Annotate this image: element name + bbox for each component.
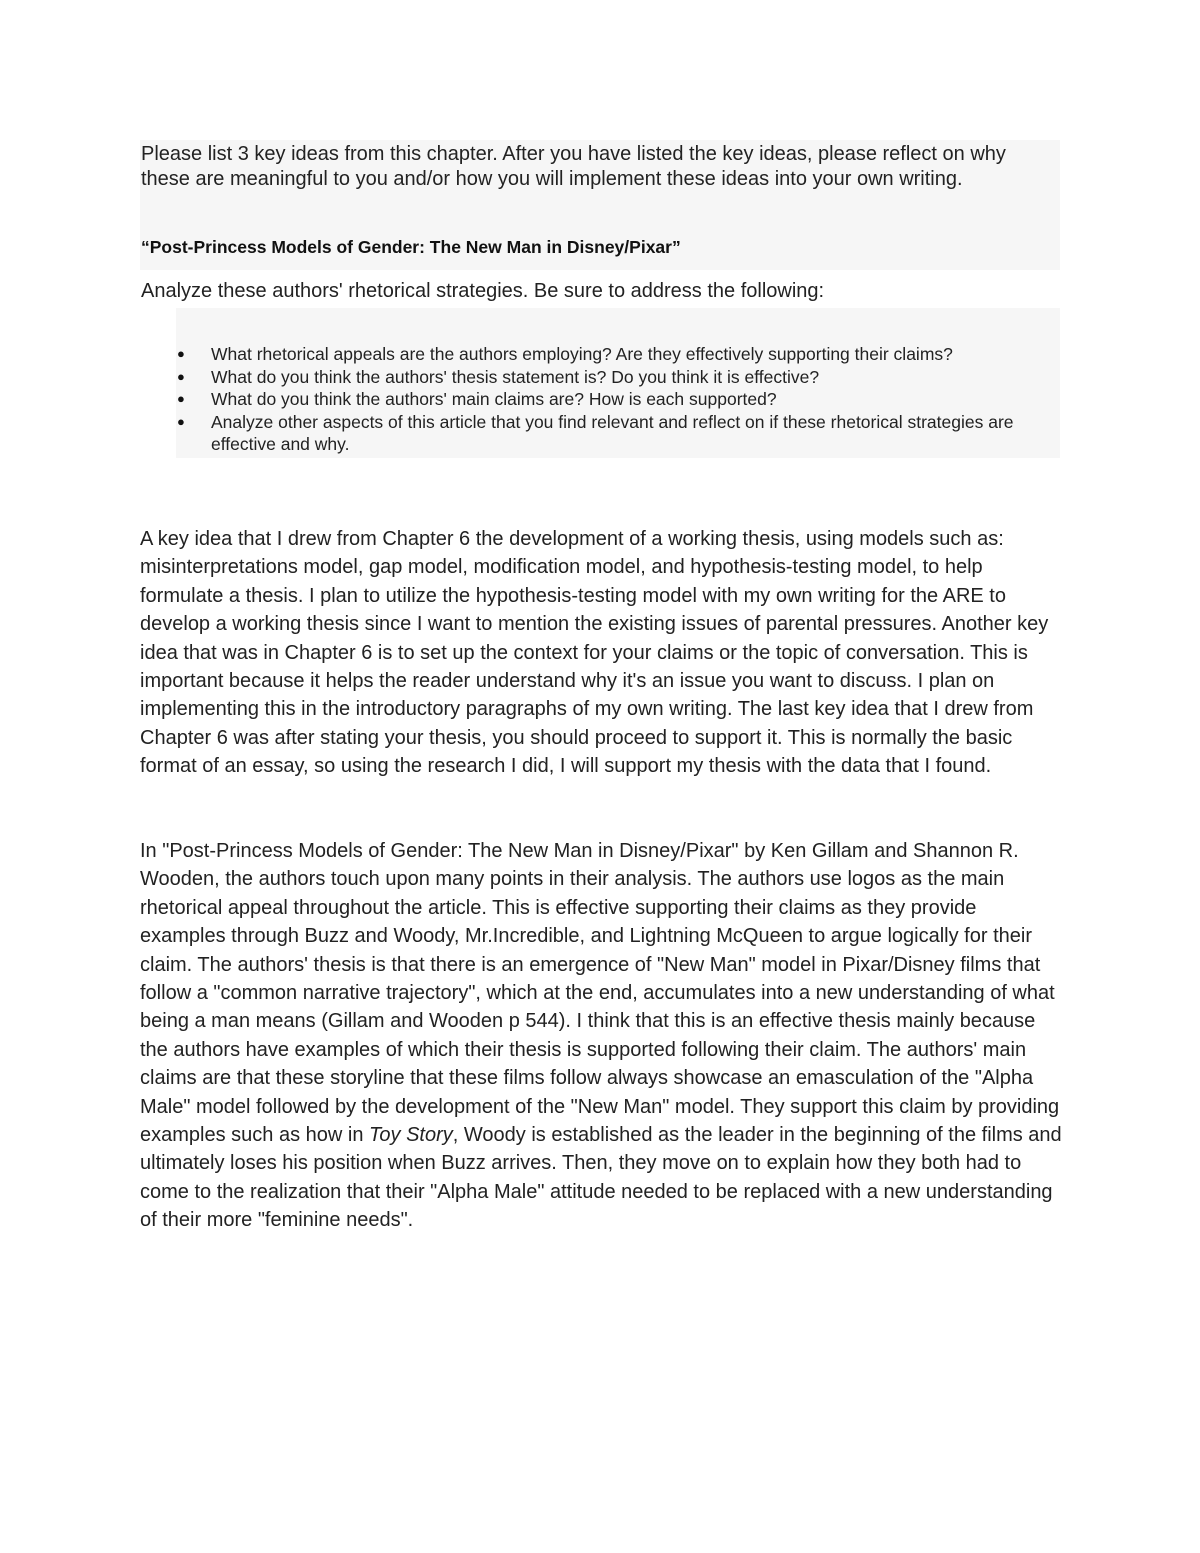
article-title: “Post-Princess Models of Gender: The New Man in Disney/Pixar” xyxy=(141,237,681,257)
question-text: What rhetorical appeals are the authors employing? Are they effectively supporting their claims? xyxy=(211,344,953,364)
question-list xyxy=(176,343,1046,456)
list-item xyxy=(176,411,1046,456)
assignment-prompt xyxy=(140,140,1060,458)
list-item xyxy=(176,388,1046,411)
response-paragraph-analysis xyxy=(140,837,1062,1235)
prompt-intro-text: Please list 3 key ideas from this chapter. After you have listed the key ideas, please reflect on why these are meaningful to you and/or how you will implement these ideas into your own writing. xyxy=(141,143,1006,190)
bullet-icon: ● xyxy=(177,346,185,361)
bullet-icon: ● xyxy=(177,368,185,384)
bullet-icon: ● xyxy=(177,413,185,429)
bullet-icon: ● xyxy=(177,391,185,406)
analysis-text-part-1: In "Post-Princess Models of Gender: The New Man in Disney/Pixar" by Ken Gillam and Shannon R. Wooden, the authors touch upon many points in their analysis. The authors use logos as the main rhetorical appeal throughout the article. This is effective supporting their claims as they provide examples through Buzz and Woody, Mr.Incredible, and Lightning McQueen to argue logically for their claim. The authors' thesis is that there is an emergence of "New Man" model in Pixar/Disney films that follow a "common narrative trajectory", which at the end, accumulates into a new understanding of what being a man means (Gillam and Wooden p 544). I think that this is an effective thesis mainly because the authors have examples of which their thesis is supported following their claim. The authors' main claims are that these storyline that these films follow always showcase an emasculation of the "Alpha Male" model followed by the development of the "New Man" model. They support this claim by providing examples such as how in xyxy=(140,840,1060,1147)
list-item xyxy=(176,366,1046,389)
prompt-instruction: Analyze these authors' rhetorical strategies. Be sure to address the following: xyxy=(141,280,825,302)
question-text: What do you think the authors' thesis statement is? Do you think it is effective? xyxy=(211,366,820,387)
list-item xyxy=(176,343,1046,366)
film-title-italic: Toy Story xyxy=(369,1124,453,1147)
response-paragraph-key-ideas: A key idea that I drew from Chapter 6 the development of a working thesis, using models such as: misinterpretations model, gap model, modification model, and hypothesis-testing model, to help formulate a thesis. I plan to utilize the hypothesis-testing model with my own writing for the ARE to develop a working thesis since I want to mention the existing issues of parental pressures. Another key idea that was in Chapter 6 is to set up the context for your claims or the topic of conversation. This is important because it helps the reader understand why it's an issue you want to discuss. I plan on implementing this in the introductory paragraphs of my own writing. The last key idea that I drew from Chapter 6 was after stating your thesis, you should proceed to support it. This is normally the basic format of an essay, so using the research I did, I will support my thesis with the data that I found. xyxy=(140,528,1049,778)
analysis-text-part-2: , Woody is established as the leader in the beginning of the films and ultimately loses his position when Buzz arrives. Then, they move on to explain how they both had to come to the realization that their "Alpha Male" attitude needed to be replaced with a new understanding of their more "feminine needs". xyxy=(140,1124,1062,1232)
question-text: Analyze other aspects of this article that you find relevant and reflect on if these rhetorical strategies are effective and why. xyxy=(211,411,1014,454)
question-text: What do you think the authors' main claims are? How is each supported? xyxy=(211,389,777,409)
